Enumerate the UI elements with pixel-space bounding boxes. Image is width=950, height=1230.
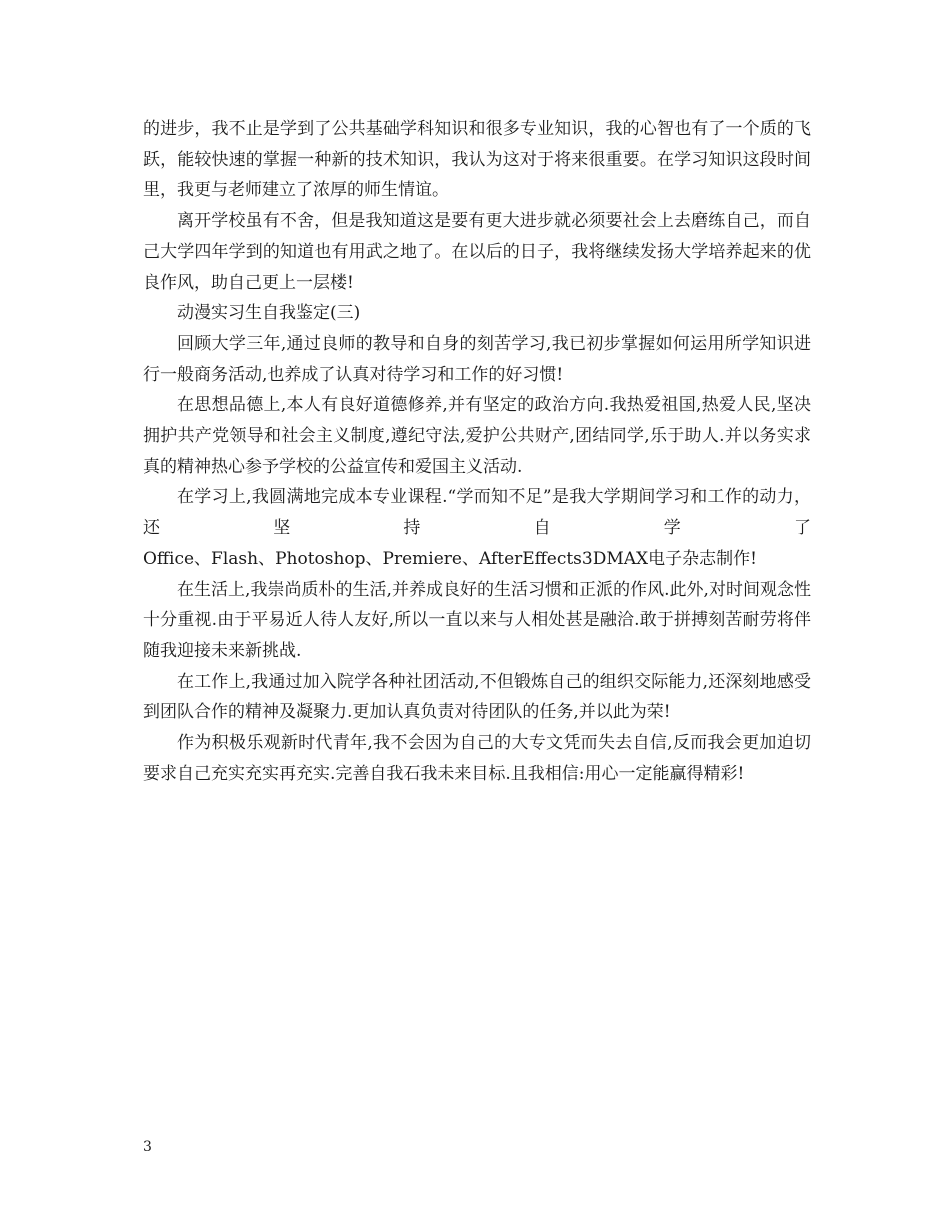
paragraph-leaving-school: 离开学校虽有不舍，但是我知道这是要有更大进步就必须要社会上去磨练自己，而自己大学四年学到的知道也有用武之地了。在以后的日子，我将继续发扬大学培养起来的优良作风，助自己更上一层楼! (143, 211, 811, 293)
paragraph-ideology: 在思想品德上,本人有良好道德修养,并有坚定的政治方向.我热爱祖国,热爱人民,坚决拥护共产党领导和社会主义制度,遵纪守法,爱护公共财产,团结同学,乐于助人.并以务实求真的精神热心参予学校的公益宣传和爱国主义活动. (143, 395, 811, 477)
paragraph-study: 在学习上,我圆满地完成本专业课程.“学而知不足”是我大学期间学习和工作的动力，还坚持自学了 (143, 487, 811, 539)
paragraph-study-software: Office、Flash、Photoshop、Premiere、AfterEffects3DMAX电子杂志制作! (143, 548, 757, 569)
document-body (143, 114, 811, 789)
section-heading: 动漫实习生自我鉴定(三) (177, 303, 361, 324)
paragraph-continuation: 的进步，我不止是学到了公共基础学科知识和很多专业知识，我的心智也有了一个质的飞跃，能较快速的掌握一种新的技术知识，我认为这对于将来很重要。在学习知识这段时间里，我更与老师建立了浓厚的师生情谊。 (143, 119, 811, 201)
paragraph-conclusion: 作为积极乐观新时代青年,我不会因为自己的大专文凭而失去自信,反而我会更加迫切要求自己充实充实再充实.完善自我石我未来目标.且我相信:用心一定能赢得精彩! (143, 733, 811, 784)
page-number: 3 (143, 1139, 152, 1155)
paragraph-review: 回顾大学三年,通过良师的教导和自身的刻苦学习,我已初步掌握如何运用所学知识进行一般商务活动,也养成了认真对待学习和工作的好习惯! (143, 333, 811, 385)
paragraph-work: 在工作上,我通过加入院学各种社团活动,不但锻炼自己的组织交际能力,还深刻地感受到团队合作的精神及凝聚力.更加认真负责对待团队的任务,并以此为荣! (143, 671, 811, 723)
paragraph-life: 在生活上,我崇尚质朴的生活,并养成良好的生活习惯和正派的作风.此外,对时间观念性十分重视.由于平易近人待人友好,所以一直以来与人相处甚是融洽.敢于拼搏刻苦耐劳将伴随我迎接未来新挑战. (143, 579, 811, 661)
